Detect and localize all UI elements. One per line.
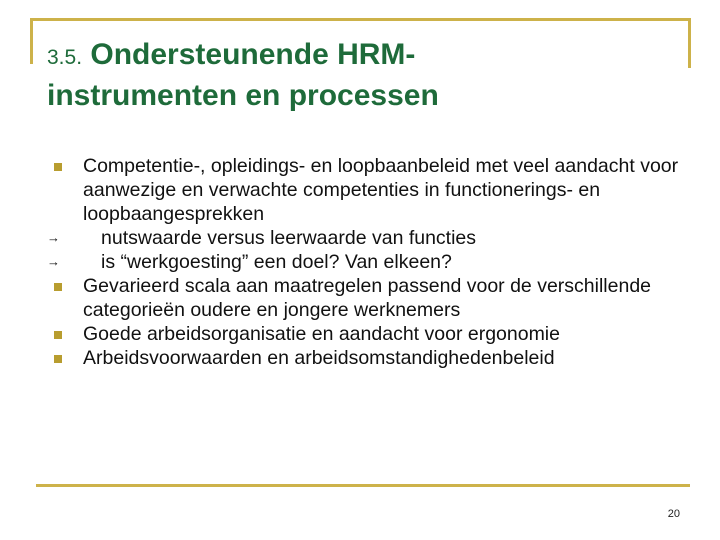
bullet-item — [47, 274, 687, 322]
bullet-text: Arbeidsvoorwaarden en arbeidsomstandighedenbeleid — [83, 347, 555, 369]
bullet-item — [47, 154, 687, 226]
bullet-text: Competentie-, opleidings- en loopbaanbeleid met veel aandacht voor aanwezige en verwachte competenties in functionerings- en loopbaangesprekken — [83, 155, 679, 225]
slide-title — [47, 36, 687, 115]
arrow-right-icon: → — [47, 230, 60, 245]
slide-title-line1: Ondersteunende HRM- — [90, 38, 416, 71]
square-bullet-icon — [54, 355, 62, 363]
page-number: 20 — [667, 508, 680, 520]
slide-section-number: 3.5. — [47, 46, 83, 69]
bullet-item — [47, 322, 687, 346]
square-bullet-icon — [54, 163, 62, 171]
sub-bullet-text: is “werkgoesting” een doel? Van elkeen? — [101, 251, 452, 273]
square-bullet-icon — [54, 331, 62, 339]
bullet-text: Goede arbeidsorganisatie en aandacht voor ergonomie — [83, 323, 560, 345]
frame-right-rule — [688, 18, 691, 68]
frame-left-rule — [30, 18, 33, 64]
sub-bullet-item — [47, 226, 687, 250]
arrow-right-icon: → — [47, 254, 60, 269]
slide-title-line2: instrumenten en processen — [47, 79, 439, 112]
slide-body — [47, 154, 687, 370]
sub-bullet-item — [47, 250, 687, 274]
square-bullet-icon — [54, 283, 62, 291]
bullet-item — [47, 346, 687, 370]
sub-bullet-text: nutswaarde versus leerwaarde van functies — [101, 227, 477, 249]
bullet-text: Gevarieerd scala aan maatregelen passend voor de verschillende categorieën oudere en jongere werknemers — [83, 275, 652, 321]
frame-top-rule — [30, 18, 690, 21]
footer-rule — [36, 484, 690, 487]
